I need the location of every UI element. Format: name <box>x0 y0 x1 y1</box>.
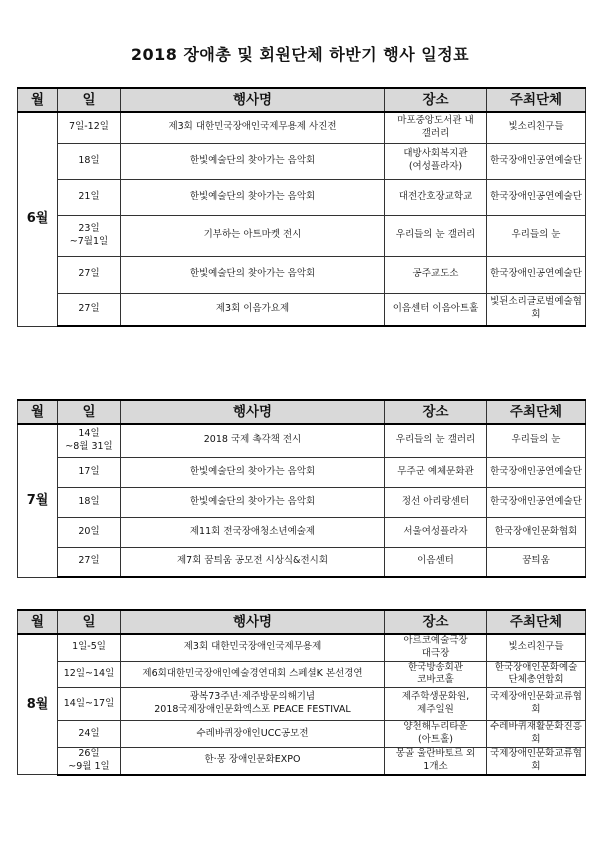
cell-text-line: 1개소 <box>423 760 448 772</box>
cell-text-line: 몽골 울란바토르 외 <box>395 747 476 759</box>
cell-text-line: ~8월 31일 <box>65 440 113 452</box>
table-row <box>18 487 586 517</box>
day-header: 일 <box>58 88 121 112</box>
place-cell <box>385 487 487 517</box>
month-cell: 7월 <box>18 424 58 577</box>
day-header: 일 <box>58 400 121 424</box>
cell-text-line: 서울여성플라자 <box>403 525 468 537</box>
organizer-cell <box>487 661 586 688</box>
cell-text-line: 한빛예술단의 찾아가는 음악회 <box>189 190 316 202</box>
day-cell <box>58 634 121 661</box>
cell-text-line: 7일-12일 <box>69 121 109 133</box>
cell-text-line: 갤러리 <box>421 127 450 139</box>
day-cell <box>58 293 121 326</box>
day-cell <box>58 747 121 774</box>
day-header: 일 <box>58 610 121 634</box>
place-cell <box>385 179 487 215</box>
organizer-cell <box>487 517 586 547</box>
place-cell <box>385 112 487 143</box>
event-cell <box>121 487 385 517</box>
cell-text-line: 27일 <box>78 268 100 280</box>
cell-text-line: 국제장애인문화교류협회 <box>490 747 582 772</box>
table-row <box>18 721 586 748</box>
cell-text-line: 이음센터 <box>417 555 454 567</box>
cell-text-line: (여성플라자) <box>408 161 463 172</box>
cell-text-line: 18일 <box>78 154 100 166</box>
event-header: 행사명 <box>121 88 385 112</box>
table-row <box>18 293 586 326</box>
organizer-cell <box>487 179 586 215</box>
organizer-cell <box>487 688 586 721</box>
place-header: 장소 <box>385 400 487 424</box>
day-cell <box>58 143 121 179</box>
event-cell <box>121 457 385 487</box>
table-row <box>18 547 586 577</box>
organizer-cell <box>487 424 586 457</box>
cell-text-line: ~7월1일 <box>69 235 109 247</box>
cell-text-line: 18일 <box>78 495 100 507</box>
event-cell <box>121 293 385 326</box>
day-cell <box>58 457 121 487</box>
day-cell <box>58 487 121 517</box>
cell-text-line: 1일-5일 <box>72 641 106 653</box>
cell-text-line: 코바코홀 <box>417 674 454 686</box>
day-cell <box>58 112 121 143</box>
cell-text-line: 양천해누리타운 <box>403 721 468 733</box>
cell-text-line: 이음센터 이음아트홀 <box>392 302 479 314</box>
place-cell <box>385 457 487 487</box>
event-cell <box>121 547 385 577</box>
event-cell <box>121 215 385 256</box>
event-cell <box>121 424 385 457</box>
organizer-header: 주최단체 <box>487 400 586 424</box>
cell-text-line: 한·몽 장애인문화EXPO <box>204 754 301 766</box>
cell-text-line: 빛소리친구들 <box>508 121 564 133</box>
day-cell <box>58 661 121 688</box>
event-cell <box>121 688 385 721</box>
organizer-cell <box>487 487 586 517</box>
day-cell <box>58 179 121 215</box>
table-row <box>18 747 586 774</box>
day-cell <box>58 721 121 748</box>
day-cell <box>58 517 121 547</box>
cell-text-line: 공주교도소 <box>412 268 459 280</box>
cell-text-line: 수레바퀴재활문화진흥회 <box>490 721 582 746</box>
page-title: 2018 장애총 및 회원단체 하반기 행사 일정표 <box>130 45 470 64</box>
table-row <box>18 143 586 179</box>
cell-text-line: 우리들의 눈 <box>511 229 561 241</box>
place-cell <box>385 215 487 256</box>
table-row <box>18 457 586 487</box>
cell-text-line: 단체총연합회 <box>508 674 564 686</box>
place-cell <box>385 747 487 774</box>
place-cell <box>385 293 487 326</box>
cell-text-line: 한국장애인문화협회 <box>494 525 578 537</box>
place-cell <box>385 547 487 577</box>
cell-text-line: 한빛예술단의 찾아가는 음악회 <box>189 495 316 507</box>
table-row <box>18 112 586 143</box>
cell-text-line: 광복73주년·제주방문의해기념 <box>189 691 316 703</box>
event-header: 행사명 <box>121 610 385 634</box>
cell-text-line: 한국장애인문화예술 <box>494 661 578 673</box>
cell-text-line: 한빛예술단의 찾아가는 음악회 <box>189 465 316 477</box>
event-cell <box>121 721 385 748</box>
event-cell <box>121 143 385 179</box>
place-cell <box>385 634 487 661</box>
cell-text-line: 우리들의 눈 <box>511 434 561 446</box>
place-cell <box>385 661 487 688</box>
event-cell <box>121 112 385 143</box>
cell-text-line: 수레바퀴장애인UCC공모전 <box>196 727 309 739</box>
cell-text-line: 2018국제장애인문화엑스포 PEACE FESTIVAL <box>154 704 351 716</box>
cell-text-line: 제6회대한민국장애인예술경연대회 스페셜K 본선경연 <box>142 668 363 680</box>
cell-text-line: (아트홀) <box>418 734 453 746</box>
place-header: 장소 <box>385 610 487 634</box>
table-header-row <box>18 610 586 634</box>
table-row <box>18 688 586 721</box>
cell-text-line: 꿈틔움 <box>522 555 550 567</box>
organizer-header: 주최단체 <box>487 88 586 112</box>
event-cell <box>121 634 385 661</box>
organizer-cell <box>487 634 586 661</box>
event-header: 행사명 <box>121 400 385 424</box>
month-cell: 6월 <box>18 112 58 326</box>
table-row <box>18 215 586 256</box>
event-cell <box>121 179 385 215</box>
month-header: 월 <box>18 400 58 424</box>
cell-text-line: 대방사회복지관 <box>403 148 468 160</box>
cell-text-line: 빛소리친구들 <box>508 641 564 653</box>
cell-text-line: 마포중앙도서관 내 <box>397 114 474 126</box>
place-cell <box>385 721 487 748</box>
cell-text-line: 국제장애인문화교류협회 <box>490 691 582 716</box>
month-header: 월 <box>18 610 58 634</box>
day-cell <box>58 256 121 293</box>
cell-text-line: 12일~14일 <box>63 668 115 680</box>
cell-text-line: 23일 <box>78 222 100 234</box>
table-row <box>18 634 586 661</box>
cell-text-line: 제3회 대한민국장애인국제무용제 <box>183 641 322 653</box>
place-header: 장소 <box>385 88 487 112</box>
cell-text-line: 우리들의 눈 갤러리 <box>395 434 476 446</box>
event-cell <box>121 747 385 774</box>
cell-text-line: 대극장 <box>421 647 450 659</box>
table-row <box>18 424 586 457</box>
cell-text-line: 26일 <box>78 747 100 759</box>
cell-text-line: 24일 <box>78 727 100 739</box>
cell-text-line: 제주학생문화원, <box>401 691 470 703</box>
place-cell <box>385 688 487 721</box>
month-cell: 8월 <box>18 634 58 775</box>
cell-text-line: 한국장애인공연예술단 <box>490 495 582 507</box>
cell-text-line: 제3회 이음가요제 <box>215 302 290 314</box>
cell-text-line: 무주군 예체문화관 <box>397 465 474 477</box>
cell-text-line: 14일 <box>78 427 100 439</box>
table-row <box>18 179 586 215</box>
cell-text-line: 27일 <box>78 555 100 567</box>
place-cell <box>385 143 487 179</box>
cell-text-line: 한국장애인공연예술단 <box>490 465 582 477</box>
organizer-cell <box>487 547 586 577</box>
cell-text-line: 한국장애인공연예술단 <box>490 268 582 280</box>
cell-text-line: 27일 <box>78 302 100 314</box>
table-row <box>18 661 586 688</box>
cell-text-line: 제주일원 <box>417 704 454 716</box>
schedule-table-june <box>17 87 586 327</box>
cell-text-line: 제3회 대한민국장애인국제무용제 사진전 <box>168 121 337 133</box>
organizer-cell <box>487 293 586 326</box>
cell-text-line: 제11회 전국장애청소년예술제 <box>189 525 316 537</box>
cell-text-line: 2018 국제 촉각책 전시 <box>203 434 302 446</box>
day-cell <box>58 547 121 577</box>
organizer-cell <box>487 747 586 774</box>
cell-text-line: 한국방송회관 <box>407 661 464 673</box>
cell-text-line: 21일 <box>78 190 100 202</box>
place-cell <box>385 256 487 293</box>
organizer-header: 주최단체 <box>487 610 586 634</box>
cell-text-line: 제7회 꿈틔움 공모전 시상식&전시회 <box>177 555 328 567</box>
cell-text-line: 한빛예술단의 찾아가는 음악회 <box>189 154 316 166</box>
organizer-cell <box>487 215 586 256</box>
schedule-table-july <box>17 399 586 578</box>
organizer-cell <box>487 721 586 748</box>
place-cell <box>385 424 487 457</box>
table-header-row <box>18 88 586 112</box>
day-cell <box>58 215 121 256</box>
organizer-cell <box>487 143 586 179</box>
cell-text-line: 아르코예술극장 <box>403 635 468 646</box>
place-cell <box>385 517 487 547</box>
organizer-cell <box>487 256 586 293</box>
table-header-row <box>18 400 586 424</box>
day-cell <box>58 688 121 721</box>
table-row <box>18 517 586 547</box>
cell-text-line: 한국장애인공연예술단 <box>490 190 582 202</box>
cell-text-line: 한빛예술단의 찾아가는 음악회 <box>189 268 316 280</box>
day-cell <box>58 424 121 457</box>
cell-text-line: 빛된소리글로벌예술협회 <box>490 296 582 321</box>
schedule-table-august <box>17 609 586 776</box>
cell-text-line: 대전간호장교학교 <box>398 190 473 202</box>
event-cell <box>121 661 385 688</box>
month-header: 월 <box>18 88 58 112</box>
cell-text-line: 정선 아리랑센터 <box>401 495 470 507</box>
event-cell <box>121 517 385 547</box>
organizer-cell <box>487 112 586 143</box>
cell-text-line: 우리들의 눈 갤러리 <box>395 229 476 241</box>
cell-text-line: ~9월 1일 <box>68 760 110 772</box>
event-cell <box>121 256 385 293</box>
cell-text-line: 기부하는 아트마켓 전시 <box>203 229 302 241</box>
cell-text-line: 17일 <box>78 465 100 477</box>
table-row <box>18 256 586 293</box>
cell-text-line: 한국장애인공연예술단 <box>490 154 582 166</box>
cell-text-line: 14일~17일 <box>63 697 115 709</box>
organizer-cell <box>487 457 586 487</box>
cell-text-line: 20일 <box>78 525 100 537</box>
